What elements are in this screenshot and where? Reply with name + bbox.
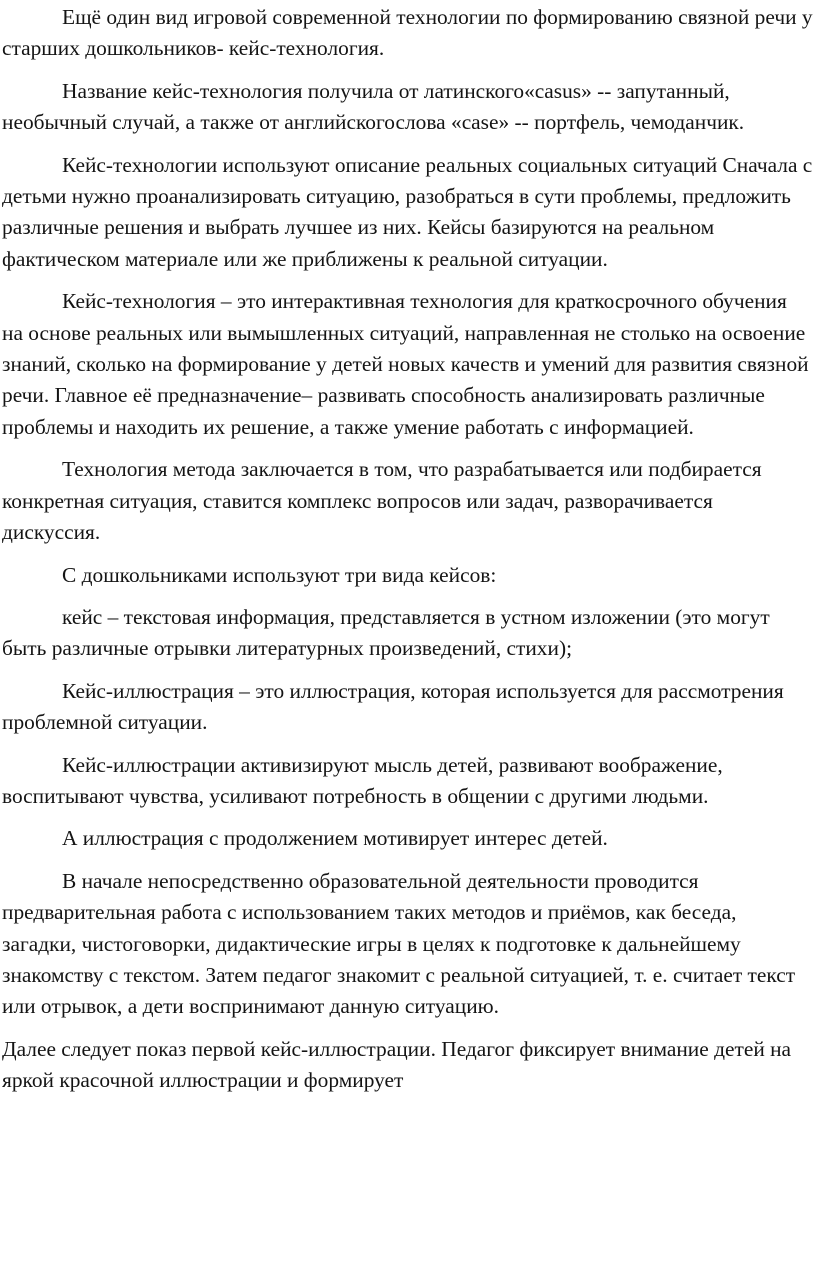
paragraph-case-definition: Кейс-технология – это интерактивная технология для краткосрочного обучения на основе реальных или вымышленных ситуаций, направленная не столько на освоение знаний, сколько на формирование у детей новых качеств и умений для развития связной речи. Главное её предназначение– развивать способность анализировать различные проблемы и находить их решение, а также умение работать с информацией.	[2, 289, 809, 439]
paragraph-intro: Ещё один вид игровой современной технологии по формированию связной речи у старших дошкольников- кейс-технология.	[2, 5, 813, 61]
paragraph-case-types-heading: С дошкольниками используют три вида кейсов:	[62, 562, 497, 587]
paragraph-illustration-benefits: Кейс-иллюстрации активизируют мысль детей, развивают воображение, воспитывают чувства, усиливают потребность в общении с другими людьми.	[2, 752, 723, 808]
paragraph-illustration-case: Кейс-иллюстрация – это иллюстрация, которая используется для рассмотрения проблемной ситуации.	[2, 678, 784, 735]
paragraph-name-origin: Название кейс-технология получила от латинского«casus» -- запутанный, необычный случай, а также от английскогослова «case» -- портфель, чемоданчик.	[2, 78, 745, 135]
paragraph-case-usage: Кейс-технологии используют описание реальных социальных ситуаций Сначала с детьми нужно проанализировать ситуацию, разобраться в сути проблемы, предложить различные решения и выбрать лучшее из них. Кейсы базируются на реальном фактическом материале или же приближены к реальной ситуации.	[2, 152, 813, 271]
paragraph-first-illustration: Далее следует показ первой кейс-иллюстрации. Педагог фиксирует внимание детей на яркой красочной иллюстрации и формирует	[2, 1036, 792, 1093]
paragraph-continuation: А иллюстрация с продолжением мотивирует интерес детей.	[62, 826, 608, 851]
paragraph-text-case: кейс – текстовая информация, представляется в устном изложении (это могут быть различные отрывки литературных произведений, стихи);	[2, 604, 770, 661]
paragraph-lesson-start: В начале непосредственно образовательной деятельности проводится предварительная работа с использованием таких методов и приёмов, как беседа, загадки, чистоговорки, дидактические игры в целях к подготовке к дальнейшему знакомству с текстом. Затем педагог знакомит с реальной ситуацией, т. е. считает текст или отрывок, а дети воспринимают данную ситуацию.	[2, 868, 796, 1019]
paragraph-method: Технология метода заключается в том, что разрабатывается или подбирается конкретная ситуация, ставится комплекс вопросов или задач, разворачивается дискуссия.	[2, 457, 762, 545]
